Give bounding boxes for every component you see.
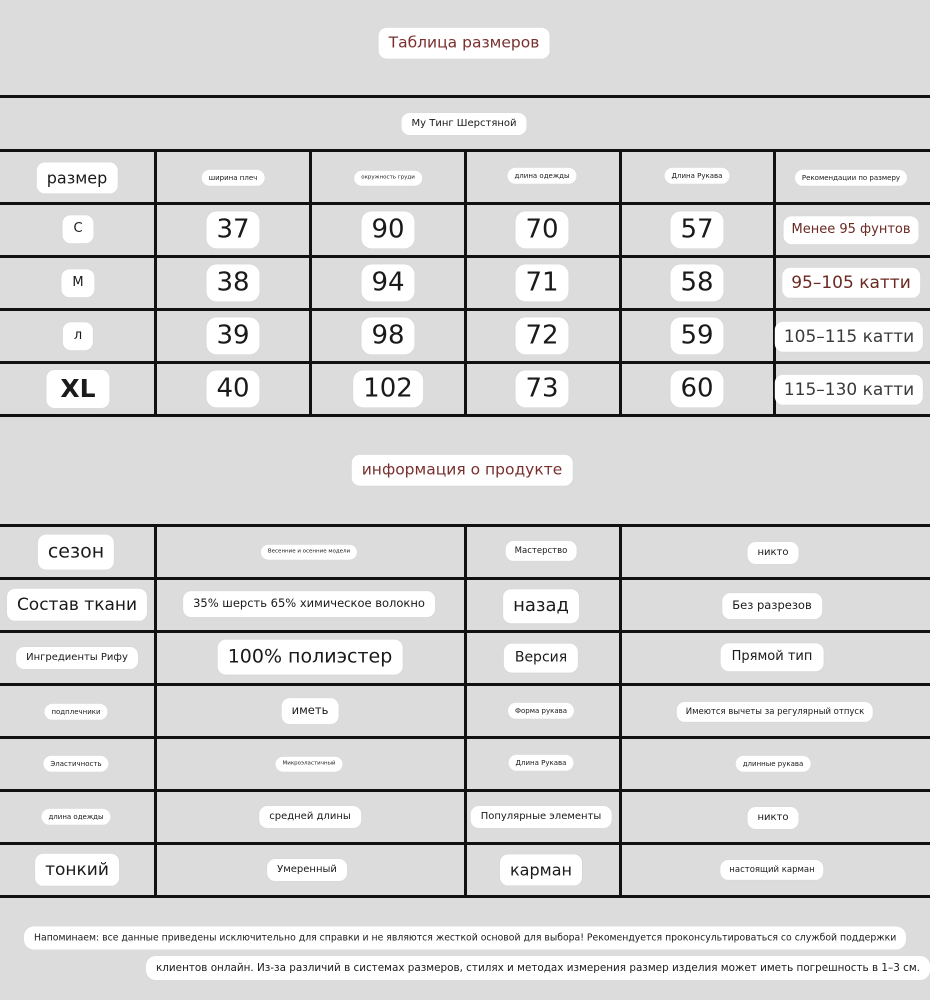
info-label: Форма рукава [508, 703, 574, 719]
info-value: длинные рукава [736, 756, 811, 772]
info-label: карман [500, 854, 582, 885]
info-value: средней длины [259, 806, 361, 828]
divider [309, 149, 312, 417]
divider [464, 149, 467, 417]
divider [154, 524, 157, 898]
header-shoulder: ширина плеч [202, 170, 265, 186]
info-label: тонкий [35, 854, 119, 886]
length-cell: 73 [515, 370, 568, 407]
recommendation-cell: Менее 95 фунтов [783, 216, 918, 244]
info-value: настоящий карман [720, 860, 823, 880]
sleeve-cell: 59 [670, 317, 723, 354]
size-table-subtitle: Му Тинг Шерстяной [402, 113, 527, 135]
info-value: Прямой тип [721, 643, 824, 671]
size-table-title: Таблица размеров [379, 28, 550, 59]
header-chest: окружность груди [354, 171, 422, 186]
chest-cell: 94 [361, 264, 414, 301]
info-value: Имеются вычеты за регулярный отпуск [677, 702, 873, 722]
size-cell: М [61, 269, 94, 297]
info-value: Микроэластичный [276, 757, 343, 772]
size-cell: XL [46, 370, 109, 408]
info-label: Популярные элементы [471, 806, 612, 828]
header-sleeve: Длина Рукава [665, 168, 730, 184]
header-size: размер [37, 162, 118, 193]
length-cell: 72 [515, 317, 568, 354]
divider [0, 95, 930, 98]
info-label: Эластичность [43, 756, 108, 772]
info-value: 35% шерсть 65% химическое волокно [183, 591, 435, 617]
info-label: Версия [504, 644, 578, 673]
header-length: длина одежды [507, 168, 576, 184]
info-value: никто [747, 807, 798, 829]
divider [619, 149, 622, 417]
divider [464, 524, 467, 898]
info-value: никто [747, 542, 798, 564]
chest-cell: 90 [361, 211, 414, 248]
sleeve-cell: 57 [670, 211, 723, 248]
recommendation-cell: 115–130 катти [775, 375, 923, 405]
info-value: Весенние и осенние модели [261, 545, 357, 560]
info-label: назад [503, 589, 579, 623]
length-cell: 71 [515, 264, 568, 301]
info-value: Умеренный [267, 859, 347, 881]
sleeve-cell: 60 [670, 370, 723, 407]
info-label: сезон [38, 535, 114, 570]
notice-line-2: клиентов онлайн. Из-за различий в системах размеров, стилях и методах измерения размер изделия может иметь погрешность в 1–3 см. [146, 956, 930, 980]
info-label: длина одежды [41, 809, 110, 825]
info-value: Без разрезов [722, 593, 822, 619]
recommendation-cell: 105–115 катти [775, 322, 923, 352]
sleeve-cell: 58 [670, 264, 723, 301]
shoulder-cell: 37 [206, 211, 259, 248]
shoulder-cell: 38 [206, 264, 259, 301]
header-recommendation: Рекомендации по размеру [795, 170, 907, 186]
info-label: Состав ткани [7, 589, 147, 621]
product-info-title: информация о продукте [352, 455, 573, 486]
info-value: 100% полиэстер [218, 640, 403, 675]
info-label: Мастерство [506, 541, 577, 561]
length-cell: 70 [515, 211, 568, 248]
divider [773, 149, 776, 417]
recommendation-cell: 95–105 катти [782, 268, 920, 298]
divider [154, 149, 157, 417]
size-cell: С [62, 215, 93, 243]
shoulder-cell: 39 [206, 317, 259, 354]
chest-cell: 102 [353, 370, 423, 407]
chest-cell: 98 [361, 317, 414, 354]
size-cell: л [63, 322, 93, 350]
notice-line-1: Напоминаем: все данные приведены исключительно для справки и не являются жесткой основой для выбора! Рекомендуется проконсультироваться со службой поддержки [24, 927, 906, 950]
info-label: Длина Рукава [509, 755, 574, 771]
divider [619, 524, 622, 898]
shoulder-cell: 40 [206, 370, 259, 407]
info-label: Ингредиенты Рифу [16, 647, 138, 669]
info-label: подплечники [44, 704, 107, 720]
info-value: иметь [282, 698, 339, 724]
